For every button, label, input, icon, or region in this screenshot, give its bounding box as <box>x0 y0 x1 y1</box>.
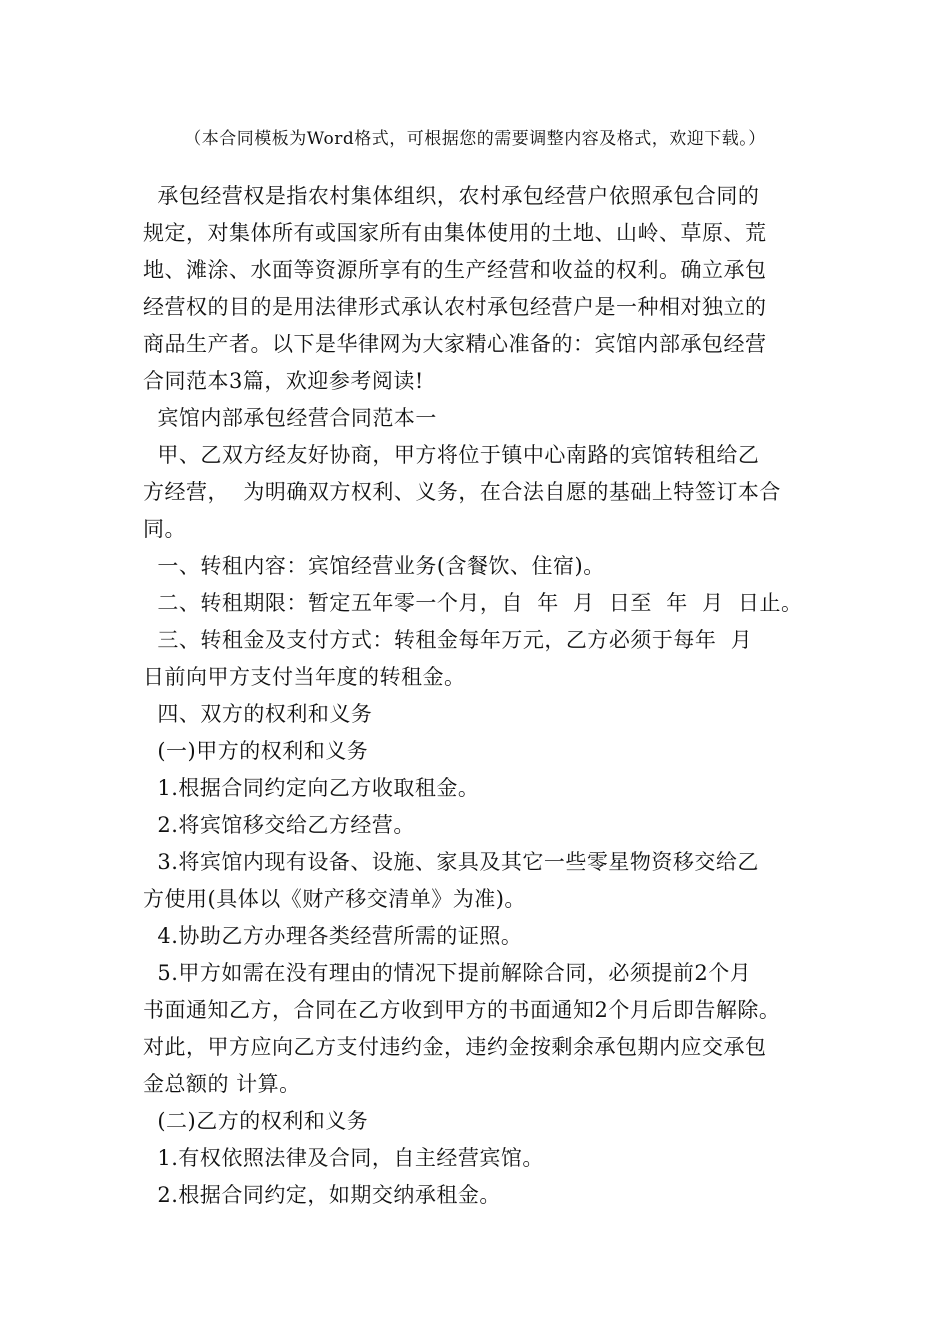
text-line: 经营权的目的是用法律形式承认农村承包经营户是一种相对独立的 <box>143 295 767 319</box>
clause-heading: 四、双方的权利和义务 <box>143 702 373 726</box>
text-line: 商品生产者。以下是华律网为大家精心准备的：宾馆内部承包经营 <box>143 332 767 356</box>
clause-line: 一、转租内容：宾馆经营业务(含餐饮、住宿)。 <box>143 554 605 578</box>
text-line: 日前向甲方支付当年度的转租金。 <box>143 665 466 689</box>
text-line: 同。 <box>143 517 186 541</box>
text-line: 合同范本3篇，欢迎参考阅读! <box>143 369 424 393</box>
list-item: 5.甲方如需在没有理由的情况下提前解除合同，必须提前2个月 <box>143 961 752 985</box>
contract-body <box>143 178 813 1214</box>
list-item: 4.协助乙方办理各类经营所需的证照。 <box>143 924 523 948</box>
list-item: 2.将宾馆移交给乙方经营。 <box>143 813 415 837</box>
text-line: 地、滩涂、水面等资源所享有的生产经营和收益的权利。确立承包 <box>143 258 767 282</box>
text-line: 金总额的 计算。 <box>143 1072 301 1096</box>
text-line: 甲、乙双方经友好协商，甲方将位于镇中心南路的宾馆转租给乙 <box>143 443 760 467</box>
template-notice: （本合同模板为Word格式，可根据您的需要调整内容及格式，欢迎下载。） <box>184 129 766 149</box>
section-title: 宾馆内部承包经营合同范本一 <box>143 406 437 430</box>
clause-line: 三、转租金及支付方式：转租金每年万元，乙方必须于每年 月 <box>143 628 753 652</box>
text-line: 规定，对集体所有或国家所有由集体使用的土地、山岭、草原、荒 <box>143 221 767 245</box>
list-item: 1.根据合同约定向乙方收取租金。 <box>143 776 480 800</box>
clause-line: 二、转租期限：暂定五年零一个月，自 年 月 日至 年 月 日止。 <box>143 591 803 615</box>
subclause-heading: (二)乙方的权利和义务 <box>143 1109 369 1133</box>
text-line: 对此，甲方应向乙方支付违约金，违约金按剩余承包期内应交承包 <box>143 1035 767 1059</box>
text-line: 方经营， 为明确双方权利、义务，在合法自愿的基础上特签订本合 <box>143 480 781 504</box>
text-line: 承包经营权是指农村集体组织，农村承包经营户依照承包合同的 <box>143 184 760 208</box>
list-item: 1.有权依照法律及合同，自主经营宾馆。 <box>143 1146 544 1170</box>
list-item: 3.将宾馆内现有设备、设施、家具及其它一些零星物资移交给乙 <box>143 850 759 874</box>
text-line: 书面通知乙方，合同在乙方收到甲方的书面通知2个月后即告解除。 <box>143 998 781 1022</box>
subclause-heading: (一)甲方的权利和义务 <box>143 739 369 763</box>
text-line: 方使用(具体以《财产移交清单》为准)。 <box>143 887 526 911</box>
list-item: 2.根据合同约定，如期交纳承租金。 <box>143 1183 501 1207</box>
